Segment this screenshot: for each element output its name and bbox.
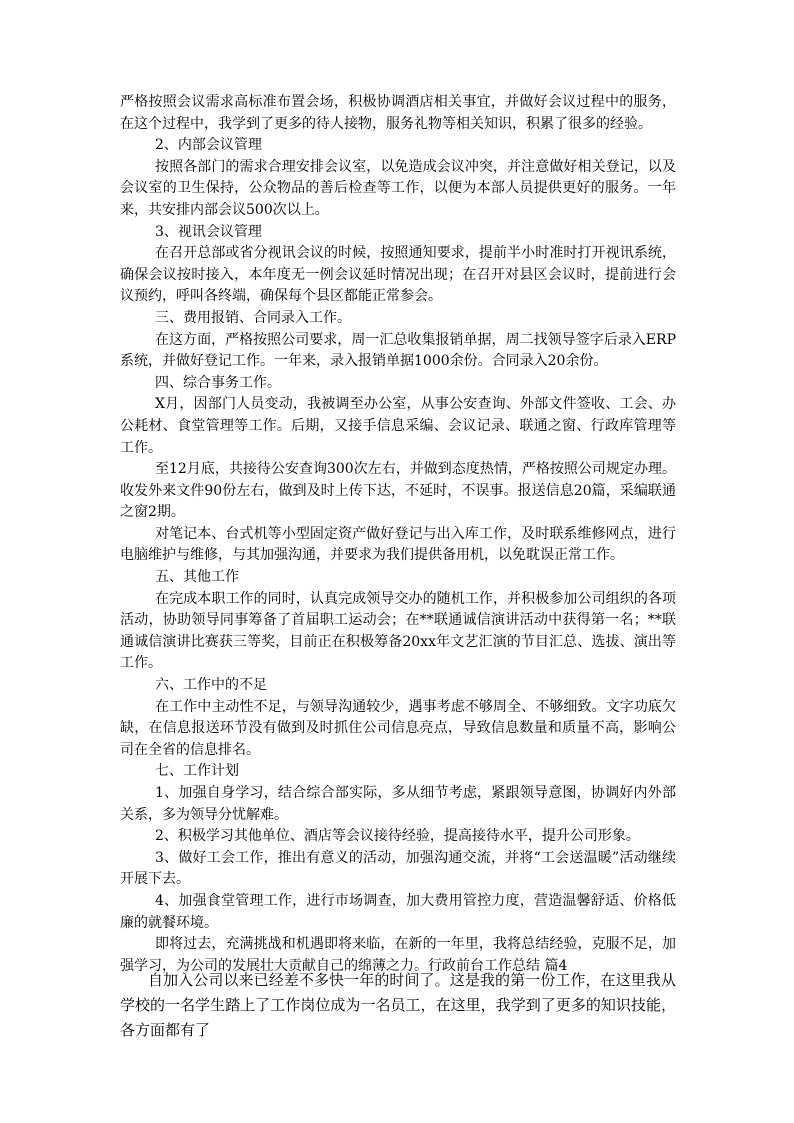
paragraph: 按照各部门的需求合理安排会议室，以免造成会议冲突，并注意做好相关登记，以及会议室的卫生保持，公众物品的善后检查等工作，以便为本部人员提供更好的服务。一年来，共安排内部会议500次以上。 [120, 158, 676, 218]
paragraph: 严格按照会议需求高标准布置会场，积极协调酒店相关事宜，并做好会议过程中的服务，在这个过程中，我学到了更多的待人接物，服务礼物等相关知识，积累了很多的经验。 [120, 94, 676, 132]
paragraph: 自加入公司以来已经差不多快一年的时间了。这是我的第一份工作，在这里我从学校的一名学生踏上了工作岗位成为一名员工，在这里，我学到了更多的知识技能，各方面都有了 [120, 971, 676, 1039]
section-heading: 四、综合事务工作。 [155, 374, 281, 391]
section-heading: 七、工作计划 [155, 763, 239, 780]
paragraph: 在召开总部或省分视讯会议的时候，按照通知要求，提前半小时准时打开视讯系统，确保会议按时接入，本年度无一例会议延时情况出现；在召开对县区会议时，提前进行会议预约，呼叫各终端，确保每个县区都能正常参会。 [120, 245, 676, 305]
section-heading: 三、费用报销、合同录入工作。 [155, 309, 351, 326]
paragraph: 在完成本职工作的同时，认真完成领导交办的随机工作，并积极参加公司组织的各项活动，协助领导同事筹备了首届职工运动会；在**联通诚信演讲活动中获得第一名；**联通诚信演讲比赛获三等奖，目前正在积极筹备20xx年文艺汇演的节目汇总、选拔、演出等工作。 [120, 590, 676, 672]
section-heading: 六、工作中的不足 [155, 677, 267, 694]
paragraph: 对笔记本、台式机等小型固定资产做好登记与出入库工作，及时联系维修网点，进行电脑维护与维修，与其加强沟通，并要求为我们提供备用机，以免耽误正常工作。 [120, 525, 676, 564]
next-section-block [120, 968, 676, 1043]
plan-item: 2、积极学习其他单位、酒店等会议接待经验，提高接待水平，提升公司形象。 [155, 828, 640, 845]
paragraph: 在工作中主动性不足，与领导沟通较少，遇事考虑不够周全、不够细致。文字功底欠缺，在信息报送环节没有做到及时抓住公司信息亮点，导致信息数量和质量不高，影响公司在全省的信息排名。 [120, 698, 676, 758]
paragraph: X月，因部门人员变动，我被调至办公室，从事公安查询、外部文件签收、工会、办公耗材、食堂管理等工作。后期，又接手信息采编、会议记录、联通之窗、行政库管理等工作。 [120, 396, 676, 456]
section-heading: 五、其他工作 [155, 569, 239, 586]
paragraph: 至12月底，共接待公安查询300次左右，并做到态度热情，严格按照公司规定办理。收发外来文件90份左右，做到及时上传下达，不延时，不误事。报送信息20篇，采编联通之窗2期。 [120, 461, 676, 521]
section-heading: 2、内部会议管理 [155, 137, 262, 154]
plan-item: 1、加强自身学习，结合综合部实际，多从细节考虑，紧跟领导意图，协调好内外部关系，多为领导分忧解难。 [120, 785, 676, 823]
main-text-block [120, 92, 676, 977]
paragraph: 在这方面，严格按照公司要求，周一汇总收集报销单据，周二找领导签字后录入ERP系统，并做好登记工作。一年来，录入报销单据1000余份。合同录入20余份。 [120, 331, 676, 370]
plan-item: 3、做好工会工作，推出有意义的活动，加强沟通交流，并将“工会送温暖”活动继续开展下去。 [120, 849, 676, 888]
plan-item: 4、加强食堂管理工作，进行市场调查，加大费用管控力度，营造温馨舒适、价格低廉的就餐环境。 [120, 892, 676, 931]
section-heading: 3、视讯会议管理 [155, 223, 262, 240]
closing-paragraph: 即将过去，充满挑战和机遇即将来临，在新的一年里，我将总结经验，克服不足，加强学习，为公司的发展壮大贡献自己的绵薄之力。行政前台工作总结 篇4 [120, 936, 676, 974]
